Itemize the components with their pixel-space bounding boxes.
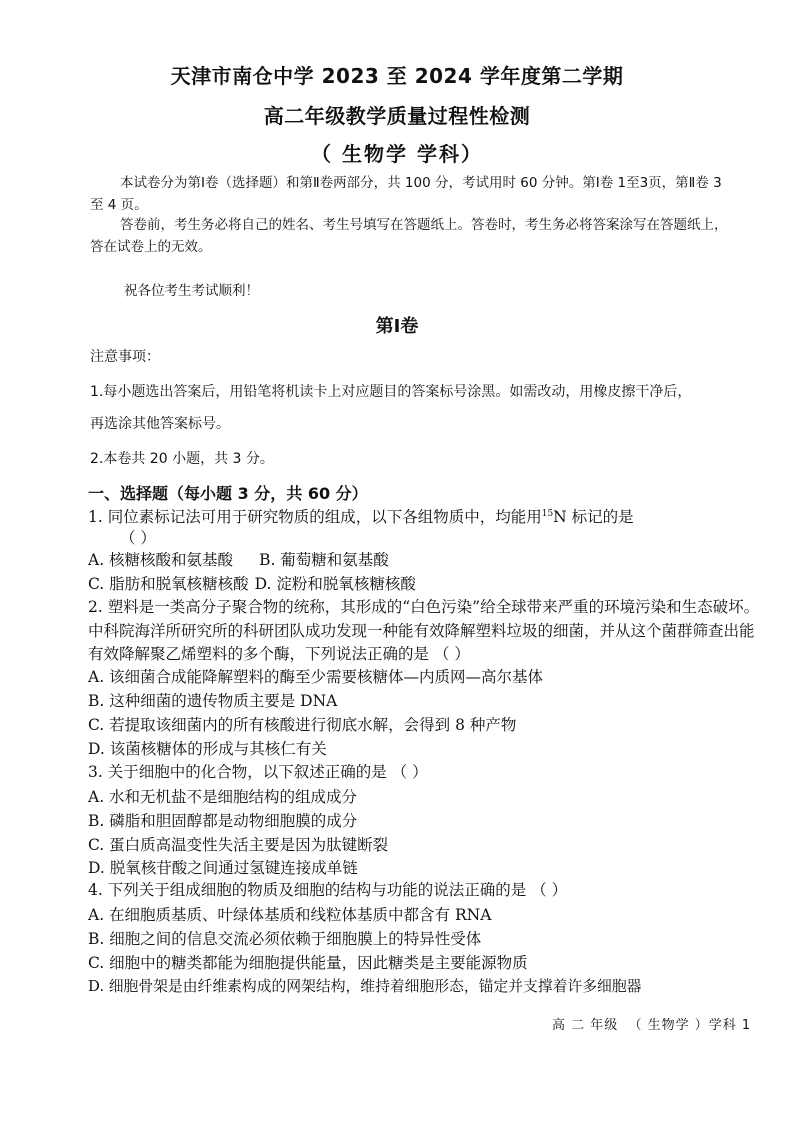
question-1-options-row-2	[88, 572, 416, 594]
question-3-stem: 3. 关于细胞中的化合物，以下叙述正确的是 （ ）	[88, 763, 428, 781]
exam-title-grade: 高二年级教学质量过程性检测	[263, 104, 531, 128]
intro-paragraph-instructions: 答卷前，考生务必将自己的姓名、考生号填写在答题纸上。答卷时，考生务必将答案涂写在答题纸上，答在试卷上的无效。	[90, 217, 728, 255]
intro-paragraph-structure: 本试卷分为第Ⅰ卷（选择题）和第Ⅱ卷两部分，共 100 分，考试用时 60 分钟。第Ⅰ卷 1至3页，第Ⅱ卷 3 至 4 页。	[90, 175, 722, 213]
question-2-option-b: B. 这种细菌的遗传物质主要是 DNA	[88, 692, 338, 710]
question-4-option-c: C. 细胞中的糖类都能为细胞提供能量，因此糖类是主要能源物质	[88, 954, 528, 972]
good-luck-text: 祝各位考生考试顺利！	[124, 283, 259, 299]
notice-item-2: 2.本卷共 20 小题，共 3 分。	[90, 451, 274, 467]
exam-title-subject: （ 生物学 学科）	[311, 142, 483, 166]
notice-item-1-continued: 再选涂其他答案标号。	[90, 416, 230, 432]
question-1-option-b: B. 葡萄糖和氨基酸	[259, 551, 389, 569]
question-1-option-d: D. 淀粉和脱氧核糖核酸	[254, 575, 416, 593]
question-2-option-c: C. 若提取该细菌内的所有核酸进行彻底水解，会得到 8 种产物	[88, 716, 517, 734]
question-2-option-d: D. 该菌核糖体的形成与其核仁有关	[88, 740, 327, 758]
question-1-option-a: A. 核糖核酸和氨基酸	[88, 551, 234, 569]
question-1-stem	[88, 503, 768, 530]
question-2-stem: 2. 塑料是一类高分子聚合物的统称，其形成的“白色污染”给全球带来严重的环境污染和生态破坏。中科院海洋所研究所的科研团队成功发现一种能有效降解塑料垃圾的细菌，并从这个菌群筛查出能有效降解聚乙烯塑料的多个酶，下列说法正确的是 （ ）	[88, 598, 760, 663]
question-1-stem-text: 1. 同位素标记法可用于研究物质的组成，以下各组物质中，均能用	[88, 508, 542, 527]
question-1-options-row-1	[88, 548, 389, 570]
question-3-option-d: D. 脱氧核苷酸之间通过氢键连接成单链	[88, 859, 358, 877]
question-1-answer-blank: （ ）	[120, 529, 156, 547]
exam-title-school: 天津市南仓中学 2023 至 2024 学年度第二学期	[170, 64, 624, 88]
question-3-option-c: C. 蛋白质高温变性失活主要是因为肽键断裂	[88, 836, 389, 854]
question-4-option-a: A. 在细胞质基质、叶绿体基质和线粒体基质中都含有 RNA	[88, 906, 492, 924]
question-3-option-b: B. 磷脂和胆固醇都是动物细胞膜的成分	[88, 812, 358, 830]
question-3-option-a: A. 水和无机盐不是细胞结构的组成成分	[88, 788, 358, 806]
question-1-option-c: C. 脂肪和脱氧核糖核酸	[88, 575, 249, 593]
section-heading-choice: 一、选择题（每小题 3 分，共 60 分）	[88, 484, 368, 503]
volume-one-title: 第Ⅰ卷	[375, 316, 419, 337]
question-4-option-d: D. 细胞骨架是由纤维素构成的网架结构，维持着细胞形态，锚定并支撑着许多细胞器	[88, 978, 642, 995]
notice-heading: 注意事项：	[90, 349, 160, 365]
question-1-stem-tail: N 标记的是	[553, 508, 634, 527]
isotope-mass-number: 15	[541, 509, 554, 519]
question-2-option-a: A. 该细菌合成能降解塑料的酶至少需要核糖体—内质网—高尔基体	[88, 668, 544, 686]
page-footer: 高 二 年级 （ 生物学 ）学科 1	[552, 1018, 752, 1033]
question-4-stem: 4. 下列关于组成细胞的物质及细胞的结构与功能的说法正确的是 （ ）	[88, 881, 568, 899]
question-4-option-b: B. 细胞之间的信息交流必须依赖于细胞膜上的特异性受体	[88, 930, 482, 948]
notice-item-1: 1.每小题选出答案后，用铅笔将机读卡上对应题目的答案标号涂黑。如需改动，用橡皮擦干净后，	[90, 384, 692, 400]
